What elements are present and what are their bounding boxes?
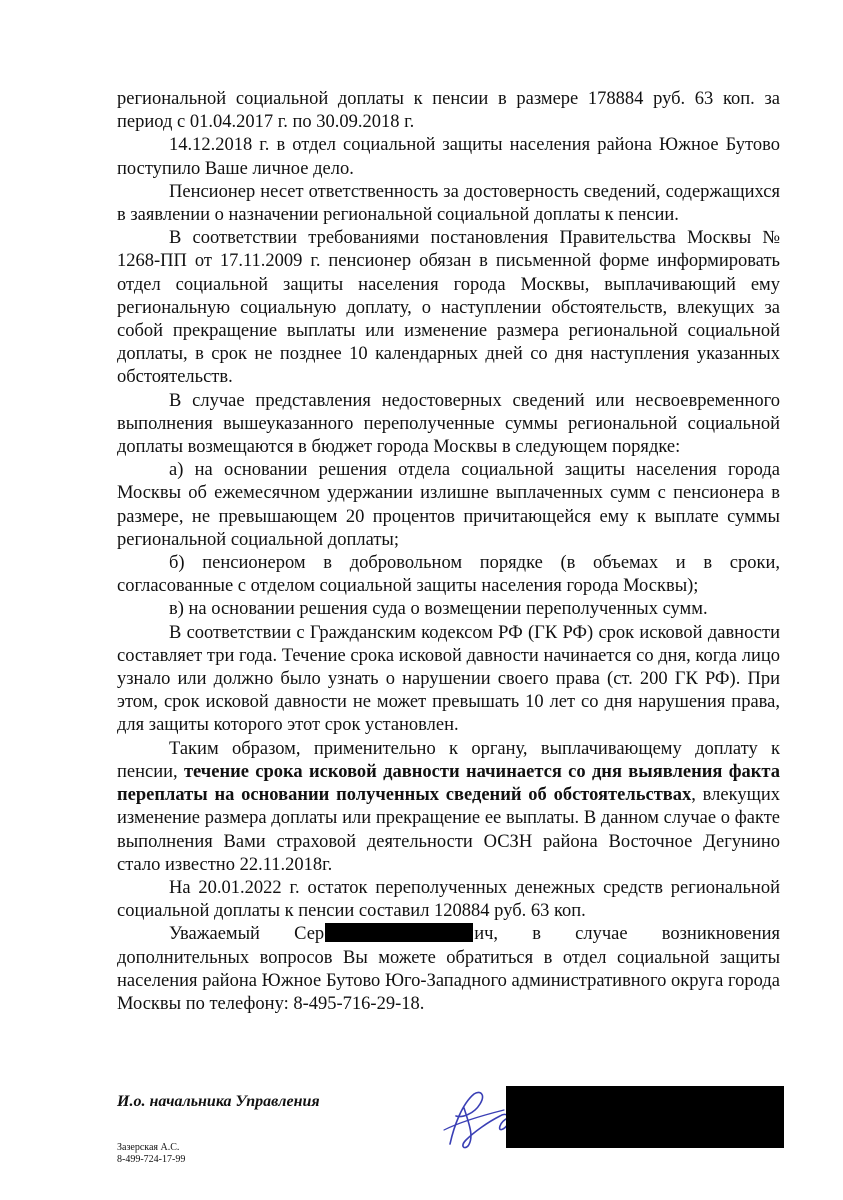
- executor-info: [117, 1142, 185, 1166]
- paragraph-contact: [117, 923, 780, 1016]
- paragraph-conclusion: [117, 738, 780, 877]
- redacted-signer-name: [506, 1086, 784, 1148]
- paragraph-repayment-order: В случае представления недостоверных сведений или несвоевременного выполнения вышеуказанного переполученные суммы региональной социальной доплаты возмещаются в бюджет города Москвы в следующем порядке:: [117, 390, 780, 458]
- paragraph-limitation-period: В соответствии с Гражданским кодексом РФ (ГК РФ) срок исковой давности составляет три года. Течение срока исковой давности начинается со дня, когда лицо узнало или должно было узнать о нарушении своего права (ст. 200 ГК РФ). При этом, срок исковой давности не может превышать 10 лет со дня нарушения права, для защиты которого этот срок установлен.: [117, 622, 780, 736]
- conclusion-bold-text: течение срока исковой давности начинается со дня выявления факта переплаты на основании полученных сведений об обстоятельствах: [117, 761, 780, 806]
- paragraph-obligation: В соответствии требованиями постановления Правительства Москвы № 1268-ПП от 17.11.2009 г. пенсионер обязан в письменной форме информировать отдел социальной защиты населения города Москвы, выплачивающий ему региональную социальную доплату, о наступлении обстоятельств, влекущих за собой прекращение выплаты или изменение размера региональной социальной доплаты, в срок не позднее 10 календарных дней со дня наступления указанных обстоятельств.: [117, 228, 780, 388]
- greeting-start: Уважаемый Сер: [169, 924, 325, 945]
- conclusion-text-start: Таким образом, применительно к органу, выплачивающему доплату к пенсии,: [117, 738, 780, 782]
- paragraph-personal-file: 14.12.2018 г. в отдел социальной защиты населения района Южное Бутово поступило Ваше личное дело.: [117, 135, 780, 179]
- paragraph-remaining-balance: На 20.01.2022 г. остаток переполученных денежных средств региональной социальной доплаты к пенсии составил 120884 руб. 63 коп.: [117, 877, 780, 922]
- redacted-name: [325, 923, 473, 942]
- executor-phone: 8-499-724-17-99: [117, 1154, 186, 1165]
- paragraph-overpayment-amount: региональной социальной доплаты к пенсии в размере 178884 руб. 63 коп. за период с 01.04.2017 г. по 30.09.2018 г.: [117, 89, 780, 133]
- executor-name: Зазерская А.С.: [117, 1142, 180, 1153]
- paragraph-responsibility: Пенсионер несет ответственность за достоверность сведений, содержащихся в заявлении о назначении региональной социальной доплаты к пенсии.: [117, 181, 780, 226]
- letter-body: [117, 88, 780, 1016]
- signer-title: И.о. начальника Управления: [117, 1093, 320, 1110]
- paragraph-item-b: б) пенсионером в добровольном порядке (в объемах и в сроки, согласованные с отделом социальной защиты населения города Москвы);: [117, 553, 780, 597]
- conclusion-text-end: , влекущих изменение размера доплаты или прекращение ее выплаты. В данном случае о факте выполнения Вами страховой деятельности ОСЗН района Восточное Дегунино стало известно 22.11.2018г.: [117, 785, 780, 875]
- paragraph-item-a: а) на основании решения отдела социальной защиты населения города Москвы об ежемесячном удержании излишне выплаченных сумм с пенсионера в размере, не превышающем 20 процентов причитающейся ему к выплате суммы региональной социальной доплаты;: [117, 460, 780, 550]
- greeting-end: ич, в случае возникновения дополнительных вопросов Вы можете обратиться в отдел социальной защиты населения района Южное Бутово Юго-Западного административного округа города Москвы по телефону: 8-495-716-29-18.: [117, 924, 780, 1014]
- paragraph-item-c: в) на основании решения суда о возмещении переполученных сумм.: [169, 599, 708, 620]
